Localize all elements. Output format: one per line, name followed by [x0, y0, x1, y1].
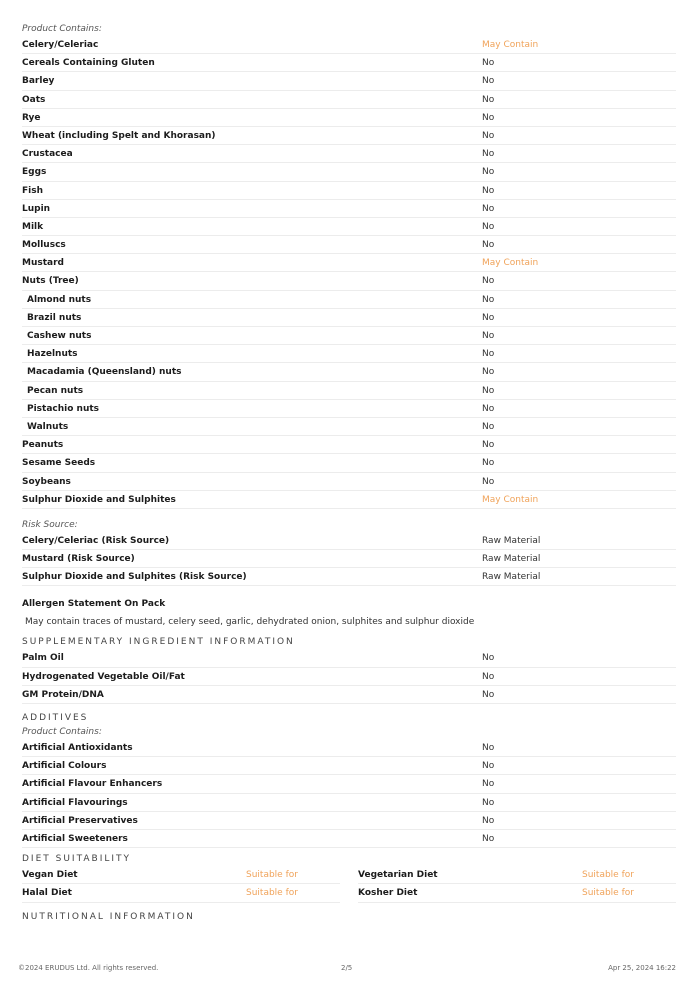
risk-caption: Risk Source:: [22, 519, 78, 530]
row-value: No: [482, 167, 495, 178]
row-value: No: [482, 185, 495, 196]
table-row: [22, 218, 676, 236]
row-label: Macadamia (Queensland) nuts: [27, 367, 182, 378]
row-label: Mustard: [22, 258, 64, 269]
row-value: No: [482, 312, 495, 323]
table-row: [22, 775, 676, 793]
supplementary-table: [22, 649, 676, 704]
diet-row: [22, 884, 676, 902]
row-label: Sulphur Dioxide and Sulphites (Risk Source): [22, 572, 247, 583]
table-row: [22, 54, 676, 72]
table-row: [22, 327, 676, 345]
allergens-caption: Product Contains:: [22, 24, 102, 34]
row-value: No: [482, 349, 495, 360]
row-label: Hazelnuts: [27, 349, 78, 360]
row-value: No: [482, 149, 495, 160]
row-label: Almond nuts: [27, 294, 92, 305]
row-label: Soybeans: [22, 476, 71, 487]
row-value: Raw Material: [482, 535, 541, 546]
row-value: No: [482, 130, 495, 141]
row-label: GM Protein/DNA: [22, 689, 104, 700]
diet-section-title: DIET SUITABILITY: [22, 854, 132, 865]
table-row: [22, 812, 676, 830]
row-value: No: [482, 403, 495, 414]
row-label: Artificial Sweeteners: [22, 833, 128, 844]
table-row: [22, 757, 676, 775]
table-row: [22, 668, 676, 686]
row-value: No: [482, 221, 495, 232]
row-value: No: [482, 671, 495, 682]
diet-label: Vegetarian Diet: [358, 870, 438, 881]
diet-cell-left: [22, 884, 340, 902]
footer-copyright: ©2024 ERUDUS Ltd. All rights reserved.: [18, 964, 159, 972]
row-label: Pistachio nuts: [27, 403, 100, 414]
row-value: No: [482, 94, 495, 105]
row-value: No: [482, 76, 495, 87]
footer-date: Apr 25, 2024 16:22: [608, 964, 676, 972]
table-row: [22, 236, 676, 254]
table-row: [22, 91, 676, 109]
table-row: [22, 254, 676, 272]
diet-row: [22, 866, 676, 884]
table-row: [22, 454, 676, 472]
table-row: [22, 418, 676, 436]
table-row: [22, 532, 676, 550]
diet-cell-right: [358, 884, 676, 902]
row-value: No: [482, 761, 495, 772]
table-row: [22, 291, 676, 309]
table-row: [22, 686, 676, 704]
row-value: No: [482, 689, 495, 700]
row-label: Cashew nuts: [27, 331, 92, 341]
table-row: [22, 36, 676, 54]
allergen-statement-title: Allergen Statement On Pack: [22, 599, 166, 610]
diet-value: Suitable for: [582, 888, 634, 899]
table-row: [22, 550, 676, 568]
row-label: Eggs: [22, 167, 47, 178]
row-label: Wheat (including Spelt and Khorasan): [22, 130, 216, 141]
row-label: Cereals Containing Gluten: [22, 58, 155, 69]
row-value: No: [482, 815, 495, 826]
row-value: Raw Material: [482, 554, 541, 565]
row-value: May Contain: [482, 494, 539, 505]
row-value: Raw Material: [482, 572, 541, 583]
table-row: [22, 473, 676, 491]
table-row: [22, 345, 676, 363]
row-value: May Contain: [482, 258, 539, 269]
row-value: No: [482, 385, 495, 396]
additives-table: [22, 739, 676, 848]
table-row: [22, 72, 676, 90]
table-row: [22, 739, 676, 757]
row-value: No: [482, 112, 495, 123]
nutrition-section-title: NUTRITIONAL INFORMATION: [22, 911, 195, 922]
table-row: [22, 382, 676, 400]
diet-cell-right: [358, 866, 676, 884]
row-value: No: [482, 797, 495, 808]
spec-page: [22, 20, 676, 924]
row-label: Crustacea: [22, 149, 73, 160]
table-row: [22, 491, 676, 509]
table-row: [22, 163, 676, 181]
diet-value: Suitable for: [246, 888, 298, 899]
supplementary-section-title: SUPPLEMENTARY INGREDIENT INFORMATION: [22, 637, 295, 648]
row-value: No: [482, 458, 495, 469]
row-label: Palm Oil: [22, 653, 64, 664]
row-value: No: [482, 421, 495, 432]
table-row: [22, 309, 676, 327]
row-value: No: [482, 240, 495, 251]
table-row: [22, 109, 676, 127]
row-value: May Contain: [482, 40, 539, 50]
additives-section-title: ADDITIVES: [22, 713, 89, 723]
row-label: Barley: [22, 76, 55, 87]
row-label: Oats: [22, 94, 46, 105]
table-row: [22, 182, 676, 200]
row-value: No: [482, 367, 495, 378]
row-value: No: [482, 833, 495, 844]
diet-value: Suitable for: [246, 870, 298, 881]
diet-label: Halal Diet: [22, 888, 72, 899]
allergen-table: [22, 36, 676, 509]
row-value: No: [482, 440, 495, 451]
row-label: Pecan nuts: [27, 385, 84, 396]
diet-table: [22, 866, 676, 902]
row-value: No: [482, 294, 495, 305]
table-row: [22, 568, 676, 586]
row-label: Artificial Antioxidants: [22, 743, 133, 753]
row-value: No: [482, 331, 495, 341]
row-value: No: [482, 203, 495, 214]
row-label: Peanuts: [22, 440, 64, 451]
footer-page-number: 2/5: [341, 964, 353, 972]
row-value: No: [482, 743, 495, 753]
row-label: Artificial Preservatives: [22, 815, 138, 826]
row-label: Sesame Seeds: [22, 458, 96, 469]
table-row: [22, 363, 676, 381]
row-label: Fish: [22, 185, 43, 196]
row-label: Rye: [22, 112, 41, 123]
row-label: Artificial Colours: [22, 761, 107, 772]
table-row: [22, 436, 676, 454]
diet-value: Suitable for: [582, 870, 634, 881]
row-label: Hydrogenated Vegetable Oil/Fat: [22, 671, 185, 682]
table-row: [22, 272, 676, 290]
table-row: [22, 200, 676, 218]
risk-source-table: [22, 532, 676, 587]
diet-label: Kosher Diet: [358, 888, 418, 899]
row-label: Celery/Celeriac (Risk Source): [22, 535, 170, 546]
table-row: [22, 400, 676, 418]
row-label: Nuts (Tree): [22, 276, 79, 287]
additives-caption: Product Contains:: [22, 727, 102, 737]
row-value: No: [482, 476, 495, 487]
row-value: No: [482, 58, 495, 69]
table-row: [22, 145, 676, 163]
diet-label: Vegan Diet: [22, 870, 78, 881]
row-label: Brazil nuts: [27, 312, 82, 323]
table-row: [22, 649, 676, 667]
row-label: Celery/Celeriac: [22, 40, 99, 50]
table-row: [22, 794, 676, 812]
row-value: No: [482, 276, 495, 287]
row-value: No: [482, 653, 495, 664]
row-label: Molluscs: [22, 240, 66, 251]
row-label: Sulphur Dioxide and Sulphites: [22, 494, 176, 505]
row-label: Walnuts: [27, 421, 69, 432]
row-label: Milk: [22, 221, 44, 232]
diet-cell-left: [22, 866, 340, 884]
table-row: [22, 830, 676, 848]
row-label: Artificial Flavour Enhancers: [22, 779, 163, 790]
row-label: Artificial Flavourings: [22, 797, 128, 808]
row-value: No: [482, 779, 495, 790]
row-label: Mustard (Risk Source): [22, 554, 135, 565]
row-label: Lupin: [22, 203, 51, 214]
allergen-statement-text: May contain traces of mustard, celery seed, garlic, dehydrated onion, sulphites and sulphur dioxide: [25, 617, 475, 628]
table-row: [22, 127, 676, 145]
